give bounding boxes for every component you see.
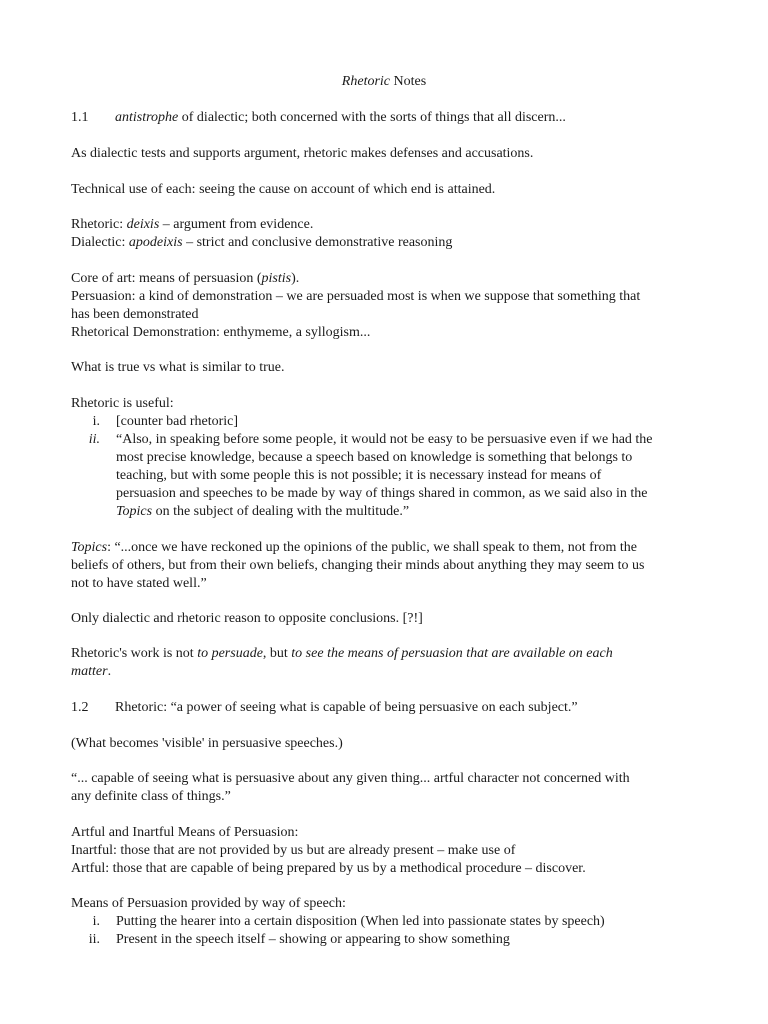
- list-item-ii-line-5: Topics on the subject of dealing with the multitude.”: [116, 504, 410, 519]
- topics-line-1: Topics: “...once we have reckoned up the opinions of the public, we shall speak to them, not from the: [71, 540, 637, 555]
- useful-heading: Rhetoric is useful:: [71, 396, 174, 411]
- dialectic-apodeixis-line: Dialectic: apodeixis – strict and conclusive demonstrative reasoning: [71, 235, 453, 250]
- inartful-line: Inartful: those that are not provided by us but are already present – make use of: [71, 843, 516, 858]
- paragraph-opposite-conclusions: Only dialectic and rhetoric reason to opposite conclusions. [?!]: [71, 611, 423, 626]
- paragraph-true-vs-similar: What is true vs what is similar to true.: [71, 360, 285, 375]
- artful-heading: Artful and Inartful Means of Persuasion:: [71, 825, 299, 840]
- list-marker: i.: [92, 914, 100, 929]
- paragraph-visible: (What becomes 'visible' in persuasive speeches.): [71, 736, 343, 751]
- document-page: Rhetoric Notes 1.1 antistrophe of dialectic; both concerned with the sorts of things that all discern... As dialectic tests and supports argument, rhetoric makes defenses and accusations. Technical use of each: seeing the cause on account of which end is attained. Rhetoric: deixis – argument from evidence. Dialectic: apodeixis – strict and conclusive demonstrative reasoning Core of art: means of persuasion (pistis). Persuasion: a kind of demonstration – we are persuaded most is when we suppose that something that has been demonstrated Rhetorical Demonstration: enthymeme, a syllogism... What is true vs what is similar to true. Rhetoric is useful: i. [counter bad rhetoric] ii. “Also, in speaking before some people, it would not be easy to be persuasive even if we had the most precise knowledge, because a speech based on knowledge is something that belongs to teaching, but with some people this is not possible; it is necessary instead for means of persuasion and speeches to be made by way of things shared in common, as we said also in the Topics on the subject of dealing with the multitude.” Topics: “...once we have reckoned up the opinions of the public, we shall speak to them, not from the beliefs of others, but from their own beliefs, changing their minds about anything they may seem to us not to have stated well.” Only dialectic and rhetoric reason to opposite conclusions. [?!] Rhetoric's work is not to persuade, but to see the means of persuasion that are available on each matter. 1.2 Rhetoric: “a power of seeing what is capable of being persuasive on each subject.” (What becomes 'visible' in persuasive speeches.) “... capable of seeing what is persuasive about any given thing... artful character not concerned with any definite class of things.” Artful and Inartful Means of Persuasion: Inartful: those that are not provided by us but are already present – make use of Artful: those that are capable of being prepared by us by a methodical procedure – discover. Means of Persuasion provided by way of speech: i. Putting the hearer into a certain disposition (When led into passionate states by speech) ii. Present in the speech itself – showing or appearing to show something: [0, 0, 768, 1024]
- paragraph-technical-use: Technical use of each: seeing the cause on account of which end is attained.: [71, 182, 496, 197]
- list-marker: ii.: [88, 432, 100, 447]
- persuasion-line-2: has been demonstrated: [71, 307, 199, 322]
- list-item-ii-line-3: teaching, but with some people this is not possible; it is necessary instead for means of: [116, 468, 602, 483]
- quote-capable-line-2: any definite class of things.”: [71, 789, 231, 804]
- artful-line: Artful: those that are capable of being prepared by us by a methodical procedure – discover.: [71, 861, 586, 876]
- rhetorical-demonstration-line: Rhetorical Demonstration: enthymeme, a syllogism...: [71, 325, 371, 340]
- paragraph-dialectic-tests: As dialectic tests and supports argument, rhetoric makes defenses and accusations.: [71, 146, 534, 161]
- list-item-ii-line-4: persuasion and speeches to be made by way of things shared in common, as we said also in the: [116, 486, 648, 501]
- section-number: 1.2: [71, 700, 89, 715]
- core-of-art-line: Core of art: means of persuasion (pistis).: [71, 271, 300, 286]
- section-1-1-line: 1.1 antistrophe of dialectic; both concerned with the sorts of things that all discern...: [71, 110, 566, 125]
- section-1-2-line: 1.2 Rhetoric: “a power of seeing what is capable of being persuasive on each subject.”: [71, 700, 578, 715]
- means-speech-heading: Means of Persuasion provided by way of speech:: [71, 896, 346, 911]
- rhetoric-work-line-2: matter.: [71, 664, 112, 679]
- section-number: 1.1: [71, 110, 89, 125]
- rhetoric-work-line-1: Rhetoric's work is not to persuade, but to see the means of persuasion that are available on each: [71, 646, 613, 661]
- list-marker: ii.: [88, 932, 100, 947]
- topics-line-2: beliefs of others, but from their own beliefs, changing their minds about anything they may seem to us: [71, 558, 645, 573]
- persuasion-line-1: Persuasion: a kind of demonstration – we are persuaded most is when we suppose that something that: [71, 289, 641, 304]
- topics-line-3: not to have stated well.”: [71, 576, 207, 591]
- rhetoric-deixis-line: Rhetoric: deixis – argument from evidence.: [71, 217, 314, 232]
- list-item-ii-line-2: most precise knowledge, because a speech based on knowledge is something that belongs to: [116, 450, 633, 465]
- quote-capable-line-1: “... capable of seeing what is persuasive about any given thing... artful character not concerned with: [71, 771, 630, 786]
- page-title: Rhetoric Notes: [341, 74, 427, 89]
- list-marker: i.: [92, 414, 100, 429]
